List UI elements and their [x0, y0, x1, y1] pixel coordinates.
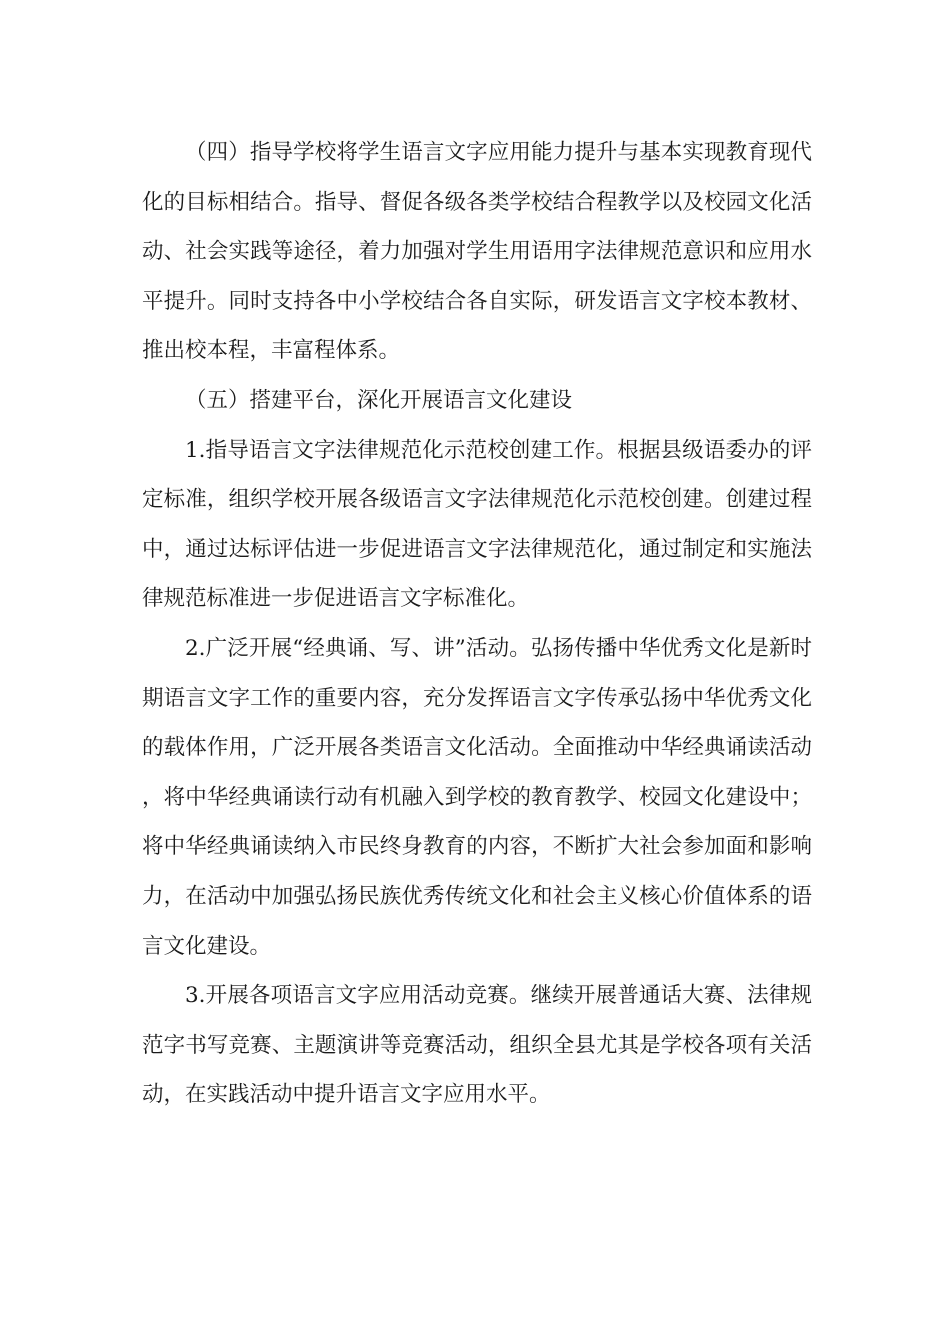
- paragraph-item-1: 1.指导语言文字法律规范化示范校创建工作。根据县级语委办的评定标准，组织学校开展各级语言文字法律规范化示范校创建。创建过程中，通过达标评估进一步促进语言文字法律规范化，通过制定和实施法律规范标准进一步促进语言文字标准化。: [142, 437, 812, 612]
- paragraph-item-2: 2.广泛开展“经典诵、写、讲”活动。弘扬传播中华优秀文化是新时期语言文字工作的重要内容，充分发挥语言文字传承弘扬中华优秀文化的载体作用，广泛开展各类语言文化活动。全面推动中华经典诵读活动，将中华经典诵读行动有机融入到学校的教育教学、校园文化建设中；将中华经典诵读纳入市民终身教育的内容，不断扩大社会参加面和影响力，在活动中加强弘扬民族优秀传统文化和社会主义核心价值体系的语言文化建设。: [142, 635, 812, 959]
- paragraph-section-four: （四）指导学校将学生语言文字应用能力提升与基本实现教育现代化的目标相结合。指导、督促各级各类学校结合程教学以及校园文化活动、社会实践等途径，着力加强对学生用语用字法律规范意识和应用水平提升。同时支持各中小学校结合各自实际，研发语言文字校本教材、推出校本程，丰富程体系。: [142, 140, 812, 364]
- heading-section-five: （五）搭建平台，深化开展语言文化建设: [185, 387, 573, 413]
- document-body: [142, 128, 812, 1120]
- paragraph-item-3: 3.开展各项语言文字应用活动竞赛。继续开展普通话大赛、法律规范字书写竞赛、主题演讲等竞赛活动，组织全县尤其是学校各项有关活动，在实践活动中提升语言文字应用水平。: [142, 983, 812, 1108]
